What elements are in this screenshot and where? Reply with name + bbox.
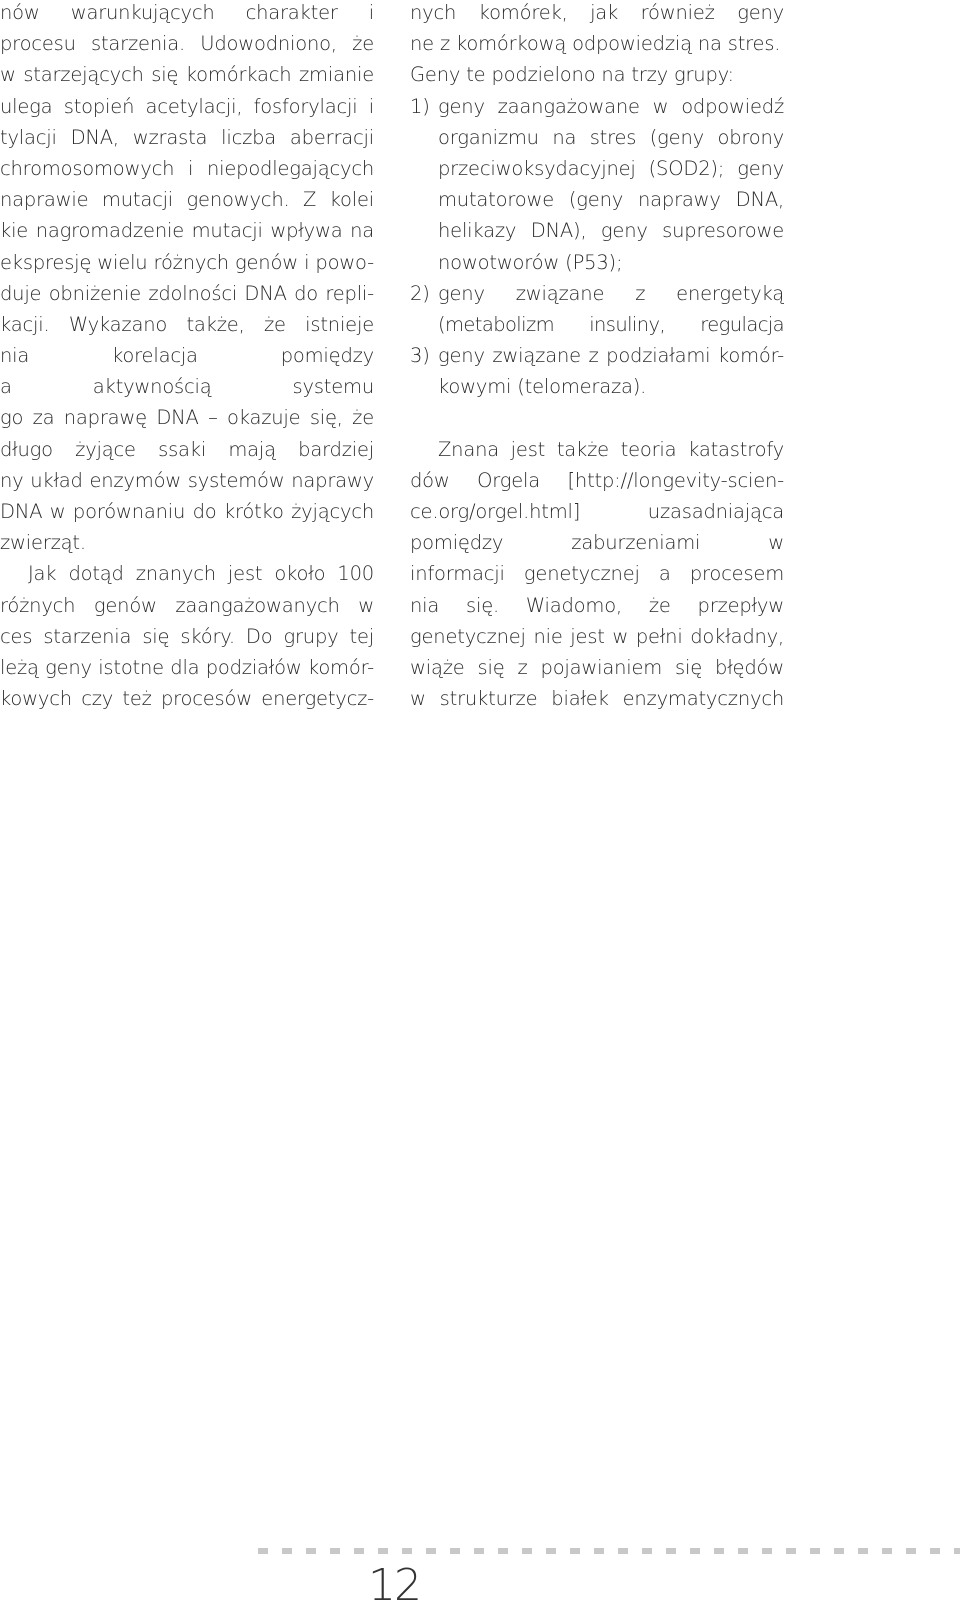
left-text-column <box>0 0 374 714</box>
text-line: Znana jest także teoria katastrofy <box>438 437 784 461</box>
text-line: (metabolizm insuliny, regulacja <box>438 312 784 336</box>
text-line: informacji genetycznej a procesem <box>410 562 784 586</box>
text-line: w strukturze białek enzymatycznych <box>410 687 784 711</box>
text-line: w starzejących się komórkach zmianie <box>0 63 374 87</box>
text-line: kowymi (telomeraza). <box>438 375 647 399</box>
text-line: tylacji DNA, wzrasta liczba aberracji <box>0 125 374 149</box>
text-line: różnych genów zaangażowanych w <box>0 593 374 617</box>
list-item <box>410 340 784 402</box>
list-marker: 2) <box>410 281 430 305</box>
text-line: go za naprawę DNA – okazuje się, że <box>0 406 374 430</box>
text-line: pomiędzy zaburzeniami w <box>410 531 784 555</box>
text-line: ce.org/orgel.html] uzasadniająca <box>410 500 784 523</box>
text-line: duje obniżenie zdolności DNA do repli- <box>0 281 374 305</box>
text-line: Jak dotąd znanych jest około 100 <box>28 562 374 586</box>
text-line: zwierząt. <box>0 531 86 555</box>
text-line: geny zaangażowane w odpowiedź <box>438 94 784 118</box>
text-line: ekspresję wielu różnych genów i powo- <box>0 250 374 274</box>
text-line: DNA w porównaniu do krótko żyjących <box>0 500 374 523</box>
text-line: geny związane z energetyką <box>438 281 784 305</box>
text-line: nów warunkujących charakter i <box>0 1 374 24</box>
list-marker: 1) <box>410 94 430 118</box>
text-line: przeciwoksydacyjnej (SOD2); geny <box>438 156 784 180</box>
text-line: wiąże się z pojawianiem się błędów <box>410 655 784 679</box>
text-line: kowych czy też procesów energetycz- <box>0 687 374 711</box>
text-line: nia się. Wiadomo, że przepływ <box>410 593 784 617</box>
text-line: dów Orgela [http://longevity-scien- <box>410 468 784 492</box>
text-line: nowotworów (P53); <box>438 250 623 274</box>
list-item <box>410 91 784 278</box>
text-line: kacji. Wykazano także, że istnieje <box>0 312 374 336</box>
page-number: 12 <box>368 1560 420 1611</box>
text-line: kie nagromadzenie mutacji wpływa na <box>0 219 374 243</box>
text-line: nych komórek, jak również geny <box>410 1 784 24</box>
footer-dashed-rule <box>258 1548 960 1554</box>
text-line: organizmu na stres (geny obrony <box>438 125 784 149</box>
text-line: genetycznej nie jest w pełni dokładny, <box>410 624 784 648</box>
list-item <box>410 278 784 340</box>
text-line: ces starzenia się skóry. Do grupy tej <box>0 624 374 648</box>
text-line: długo żyjące ssaki mają bardziej <box>0 437 374 461</box>
text-line: nia korelacja pomiędzy <box>0 344 374 368</box>
text-line: a aktywnością systemu <box>0 375 374 399</box>
text-line: mutatorowe (geny naprawy DNA, <box>438 188 784 212</box>
text-line: geny związane z podziałami komór- <box>438 344 784 368</box>
right-text-column <box>410 0 784 714</box>
text-line: ulega stopień acetylacji, fosforylacji i <box>0 94 374 118</box>
text-line: procesu starzenia. Udowodniono, że <box>0 32 374 56</box>
text-line: leżą geny istotne dla podziałów komór- <box>0 655 374 679</box>
text-line: ne z komórkową odpowiedzią na stres. <box>410 32 781 56</box>
text-line: Geny te podzielono na trzy grupy: <box>410 63 734 87</box>
text-line: chromosomowych i niepodlegających <box>0 156 374 180</box>
text-line: helikazy DNA), geny supresorowe <box>438 219 784 243</box>
text-line: ny układ enzymów systemów naprawy <box>0 468 374 492</box>
paragraph-gap <box>410 402 784 433</box>
text-line: naprawie mutacji genowych. Z kolei <box>0 188 374 212</box>
list-marker: 3) <box>410 344 430 368</box>
